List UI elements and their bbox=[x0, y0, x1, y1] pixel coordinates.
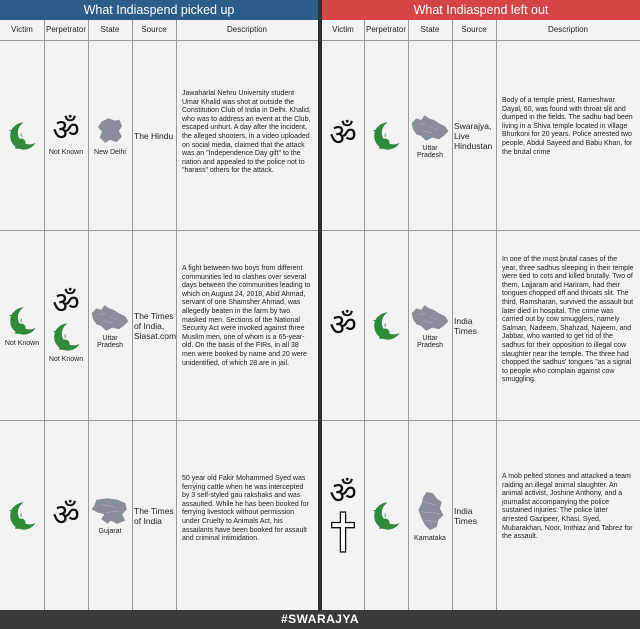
left-header-row bbox=[0, 20, 318, 41]
description-text: Jawaharlal Nehru University student Umar Khalid was shot at outside the Constitution Club of India in Delhi. Khalid, who was to address an event at the Club, escaped unhurt. A day after the incident, the alleged shooters, in a video uploaded on social media, claimed that the attack was an "Independence Day gift" to the nation and appealed to the police not to "harass" others for the attack. bbox=[182, 90, 311, 175]
om-icon: ॐ bbox=[329, 475, 357, 511]
description-text: 50 year old Fakir Mohammed Syed was ferrying cattle when he was intercepted by 3 self-styled gau rakshaks and was assaulted. While he has been booked for ferrying livestock without permission under Cruelty to Animals Act, his assailants have been booked for assault and criminal intimidation. bbox=[182, 475, 309, 543]
islam-crescent-mosque-icon bbox=[5, 304, 39, 338]
victim-cell bbox=[0, 231, 44, 420]
source-cell: The Times of India bbox=[134, 505, 174, 526]
state-label: Uttar Pradesh bbox=[416, 334, 444, 349]
state-map-icon bbox=[94, 115, 126, 147]
perpetrator-cell bbox=[44, 421, 88, 610]
description-text: In one of the most brutal cases of the year, three sadhus sleeping in their temple were tied to cots and killed brutally. Two of them, Lajjaram and Hariram, had their tongues chopped off and throats slit. The third, Ramsharan, survived the assault but later died in hospital. The crime was carried out by cow smugglers, namely Salman, Nadeem, Shahzad, Najeem, and Jabbar, who wanted to get rid of the sadhus for their opposition to illegal cow slaughter near the temple. The three had chopped the sadhus' tongues "as a signal to people who complain against cow smuggling. bbox=[502, 256, 634, 384]
state-cell bbox=[88, 231, 132, 420]
om-icon: ॐ bbox=[329, 117, 357, 153]
right-banner-title: What Indiaspend left out bbox=[322, 0, 640, 20]
header-description: Description bbox=[226, 25, 267, 34]
perpetrator-label: Not Known bbox=[48, 149, 84, 156]
source-cell: The Hindu bbox=[134, 130, 174, 141]
om-icon: ॐ bbox=[52, 113, 80, 148]
state-cell bbox=[88, 41, 132, 230]
islam-crescent-mosque-icon bbox=[5, 499, 39, 533]
description-text: A mob pelted stones and attacked a team raiding an illegal animal slaughter. An animal activist, Joshine Anthony, and a journalist accompanying the police sustained injuries. The police later arrested Gazipeer, Khasi, Syed, Mubarakhan, Noor, Imthiaz and Tabrez for the assault. bbox=[502, 473, 633, 541]
state-map-icon bbox=[90, 496, 130, 526]
om-icon: ॐ bbox=[52, 286, 80, 321]
victim-cell bbox=[322, 41, 364, 230]
perpetrator-cell bbox=[364, 231, 408, 420]
state-label: Uttar Pradesh bbox=[96, 334, 124, 349]
header-perpetrator: Perpetrator bbox=[365, 25, 407, 34]
left-banner-title: What Indiaspend picked up bbox=[0, 0, 318, 20]
cross-icon bbox=[330, 510, 356, 554]
state-label: New Delhi bbox=[94, 149, 126, 156]
state-label: Uttar Pradesh bbox=[416, 144, 444, 159]
header-victim: Victim bbox=[11, 25, 33, 34]
brand-footer: #SWARAJYA bbox=[0, 610, 640, 629]
state-map-icon bbox=[410, 113, 450, 143]
state-cell bbox=[408, 41, 452, 230]
state-map-icon bbox=[415, 489, 445, 533]
header-victim: Victim bbox=[332, 25, 354, 34]
islam-crescent-mosque-icon bbox=[369, 309, 403, 343]
perpetrator-cell bbox=[44, 231, 88, 420]
victim-cell bbox=[322, 231, 364, 420]
perpetrator-cell bbox=[364, 41, 408, 230]
header-state: State bbox=[100, 25, 120, 34]
state-cell bbox=[408, 231, 452, 420]
source-cell: India Times bbox=[454, 315, 477, 336]
victim-cell bbox=[0, 41, 44, 230]
om-icon: ॐ bbox=[329, 307, 357, 343]
perpetrator-cell bbox=[364, 421, 408, 610]
victim-cell bbox=[0, 421, 44, 610]
perpetrator-cell bbox=[44, 41, 88, 230]
state-cell bbox=[408, 421, 452, 610]
state-cell bbox=[88, 421, 132, 610]
description-text: Body of a temple priest, Rameshwar Dayal, 60, was found with throat slit and dumped in the fields. The sadhu had been living in a Shiva temple located in village Bhurkoni for 20 years. Police arrested two people, Abdul Sayeed and Babu Khan, for the brutal crime bbox=[502, 97, 633, 156]
state-map-icon bbox=[410, 303, 450, 333]
header-description: Description bbox=[547, 25, 588, 34]
perpetrator-label: Not Known bbox=[48, 356, 84, 363]
left-panel bbox=[0, 0, 318, 610]
source-cell: India Times bbox=[454, 505, 477, 526]
source-cell: Swarajya, Live Hindustan bbox=[454, 120, 493, 151]
header-source: Source bbox=[461, 25, 487, 34]
header-perpetrator: Perpetrator bbox=[45, 25, 87, 34]
source-cell: The Times of India, Siasat.com bbox=[134, 310, 177, 341]
islam-crescent-mosque-icon bbox=[49, 320, 83, 354]
victim-cell bbox=[322, 421, 364, 610]
islam-crescent-mosque-icon bbox=[5, 119, 39, 153]
islam-crescent-mosque-icon bbox=[369, 499, 403, 533]
om-icon: ॐ bbox=[52, 497, 80, 533]
victim-label: Not Known bbox=[4, 340, 40, 347]
description-text: A fight between two boys from different communities led to clashes over several days between the communities leading to which on August 24, 2018, Abid Ahmad, servant of one Shamsher Ahmad, was allegedly beaten in the farm by two masked men. Sections of the National Security Act were invoked against three Muslim men, one of whom is a 65-year-old. On the basis of the FIRs, in all 38 men were booked by name and 20 were unidentified, of which 28 are in jail. bbox=[182, 265, 311, 367]
state-label: Karnataka bbox=[414, 535, 446, 542]
right-panel bbox=[322, 0, 640, 610]
right-header-row bbox=[322, 20, 640, 41]
state-label: Gujarat bbox=[98, 528, 122, 535]
state-map-icon bbox=[90, 303, 130, 333]
islam-crescent-mosque-icon bbox=[369, 119, 403, 153]
header-state: State bbox=[420, 25, 440, 34]
header-source: Source bbox=[141, 25, 167, 34]
